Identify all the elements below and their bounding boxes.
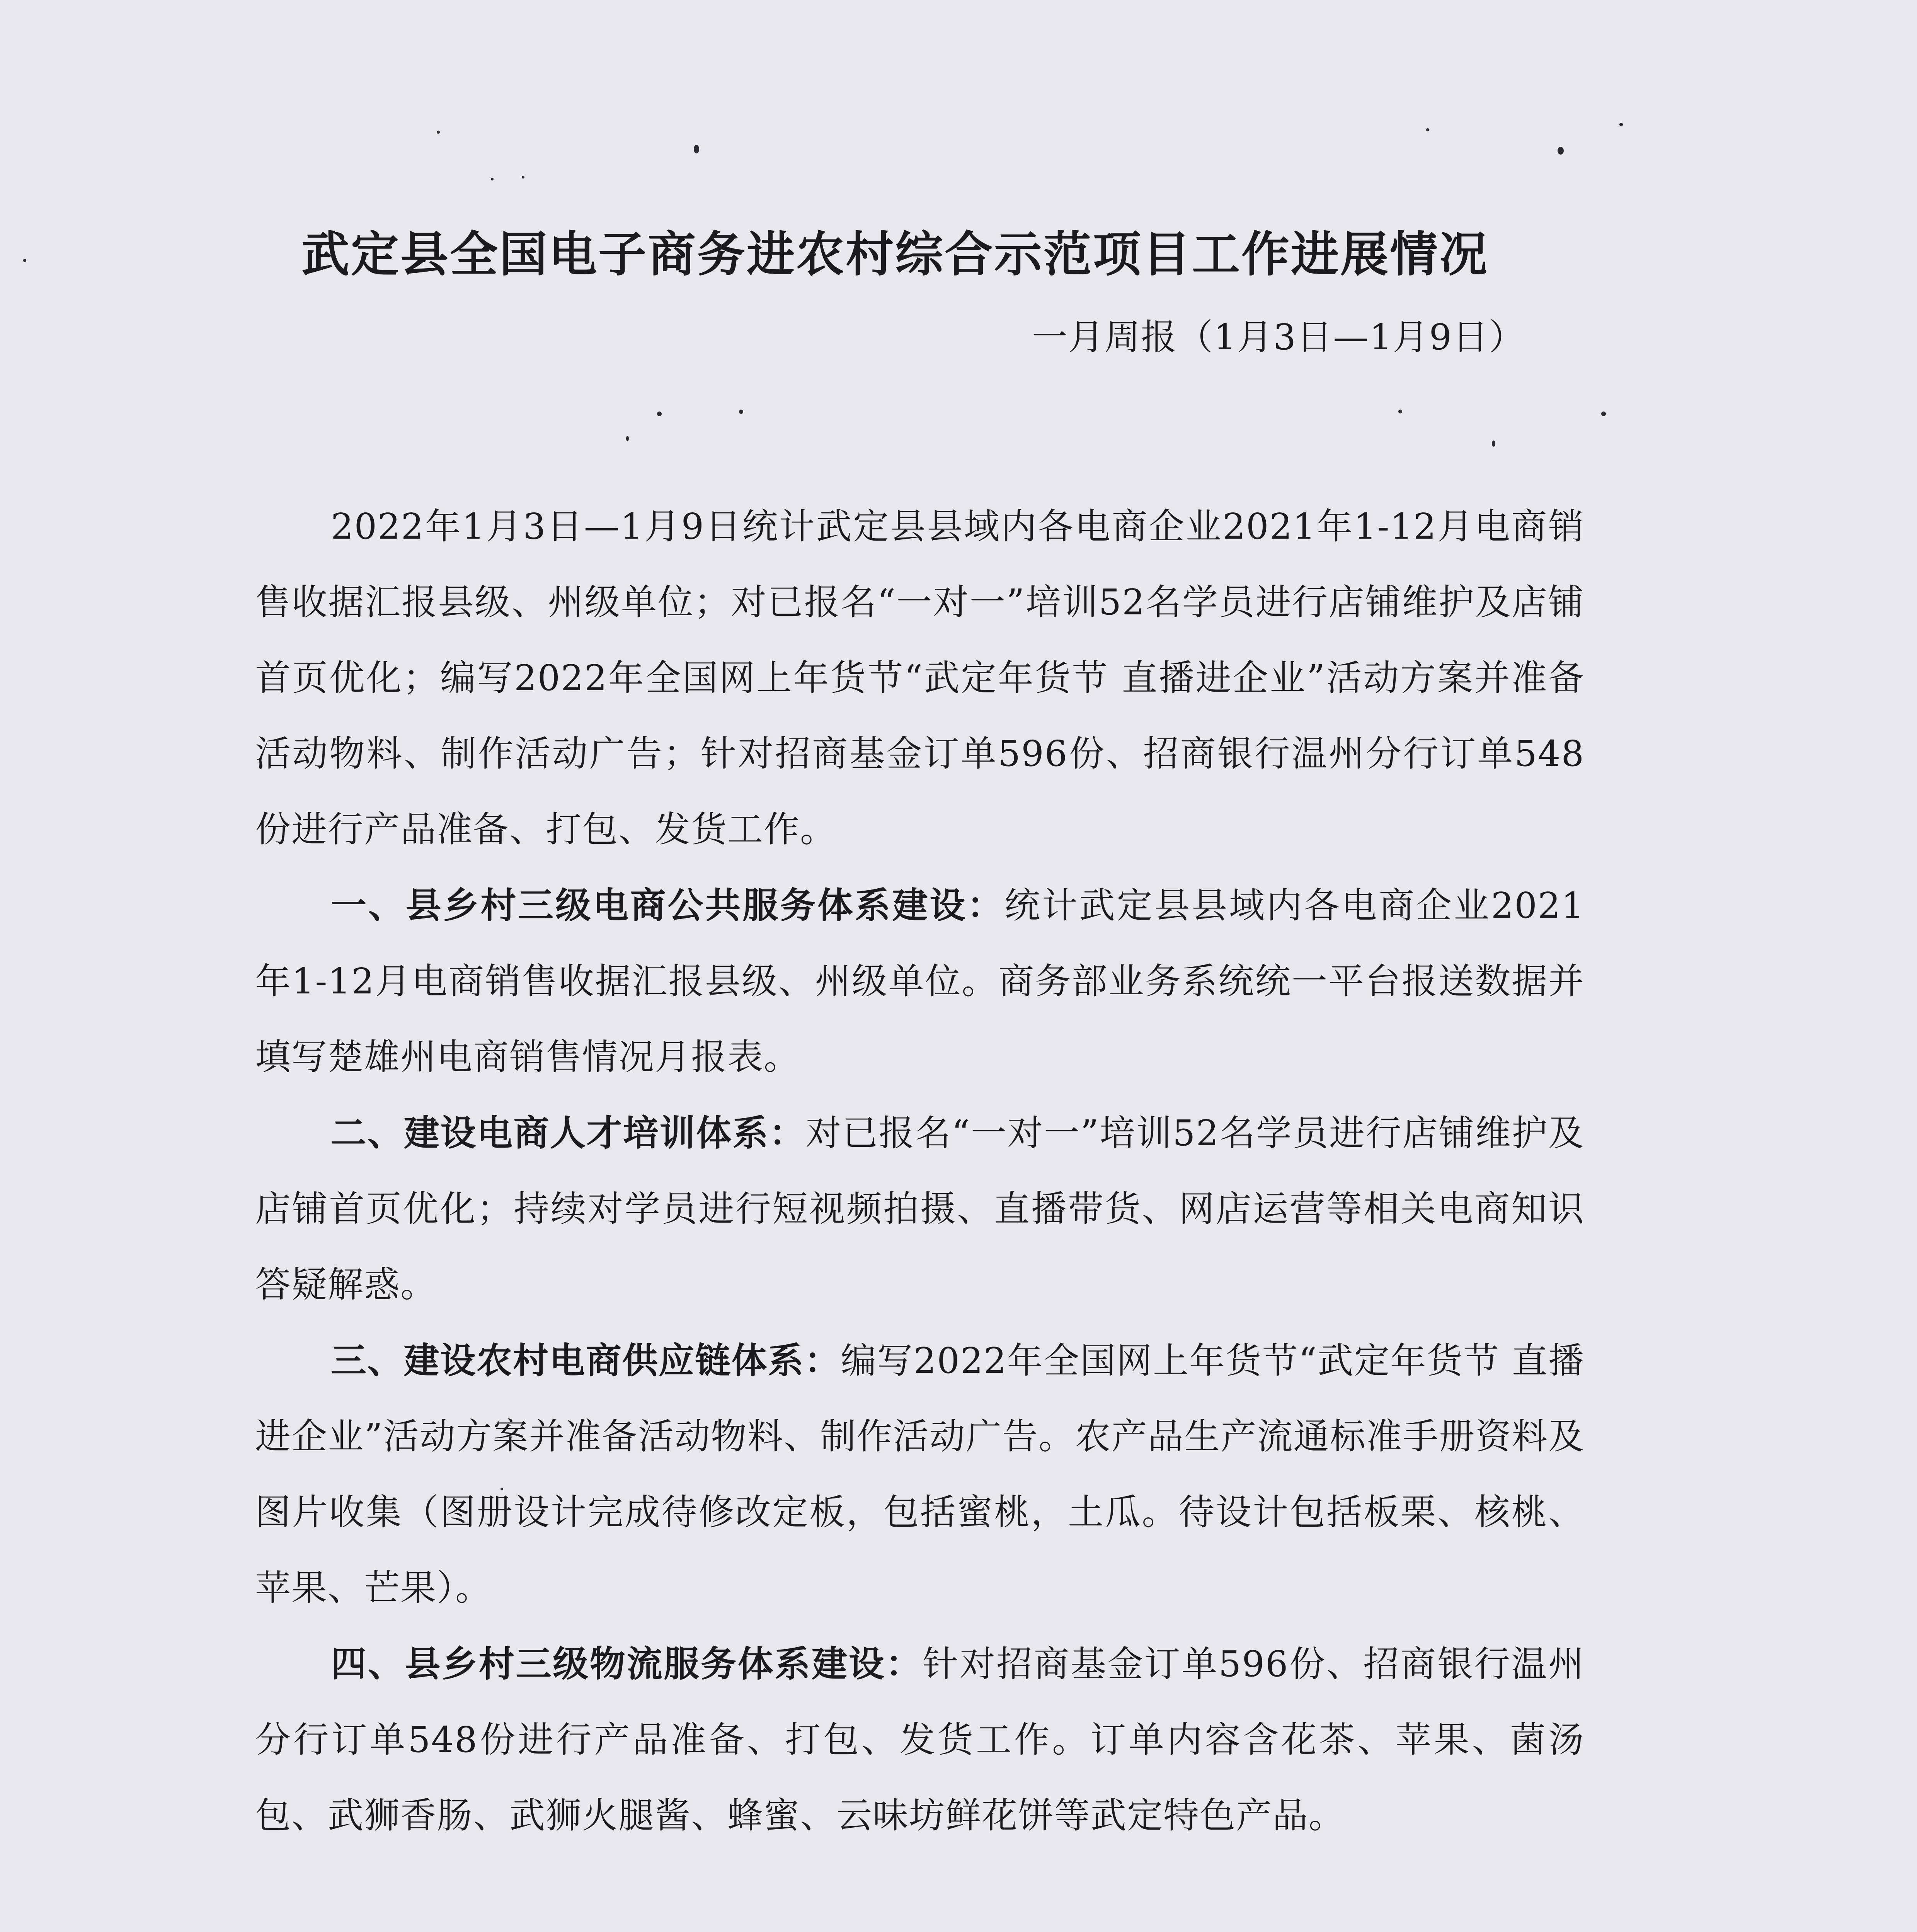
section-heading: 三、建设农村电商供应链体系：	[331, 1340, 841, 1381]
section-paragraph	[255, 1095, 1585, 1323]
section-paragraph	[255, 867, 1585, 1095]
section-paragraph	[255, 1323, 1585, 1626]
intro-paragraph: 2022年1月3日—1月9日统计武定县县域内各电商企业2021年1-12月电商销售收据汇报县级、州级单位；对已报名“一对一”培训52名学员进行店铺维护及店铺首页优化；编写2022年全国网上年货节“武定年货节 直播进企业”活动方案并准备活动物料、制作活动广告；针对招商基金订单596份、招商银行温州分行订单548份进行产品准备、打包、发货工作。	[255, 506, 1585, 850]
scan-speck	[739, 410, 743, 414]
section-paragraph	[255, 1626, 1585, 1854]
scan-speck	[23, 259, 26, 262]
scan-speck	[1426, 128, 1429, 131]
scan-speck	[1492, 440, 1495, 447]
scan-speck	[1398, 410, 1402, 413]
document-title: 武定县全国电子商务进农村综合示范项目工作进展情况	[301, 226, 1489, 282]
section-text: 编写2022年全国网上年货节“武定年货节 直播进企业”活动方案并准备活动物料、制作活动广告。农产品生产流通标准手册资料及图片收集（图册设计完成待修改定板，包括蜜桃，土瓜。待设计包括板栗、核桃、苹果、芒果）。	[255, 1340, 1585, 1609]
section-heading: 一、县乡村三级电商公共服务体系建设：	[331, 884, 1005, 926]
scan-speck	[626, 436, 629, 441]
scan-speck	[522, 176, 524, 179]
document-subtitle: 一月周报（1月3日—1月9日）	[1032, 316, 1525, 358]
section-heading: 四、县乡村三级物流服务体系建设：	[331, 1643, 923, 1685]
section-text: 统计武定县县域内各电商企业2021年1-12月电商销售收据汇报县级、州级单位。商务部业务系统统一平台报送数据并填写楚雄州电商销售情况月报表。	[255, 885, 1585, 1078]
scan-speck	[437, 131, 440, 134]
scan-speck	[491, 178, 494, 180]
scan-speck	[657, 412, 662, 416]
section-heading: 二、建设电商人才培训体系：	[331, 1112, 806, 1154]
document-body	[255, 489, 1585, 1932]
scan-speck	[1619, 123, 1623, 126]
section-text: 对已报名“一对一”培训52名学员进行店铺维护及店铺首页优化；持续对学员进行短视频拍摄、直播带货、网店运营等相关电商知识答疑解惑。	[255, 1112, 1585, 1305]
scan-speck	[1558, 147, 1564, 155]
blank-space	[255, 1854, 1585, 1932]
scan-speck	[694, 145, 699, 153]
scan-speck	[1601, 412, 1606, 416]
section-text: 针对招商基金订单596份、招商银行温州分行订单548份进行产品准备、打包、发货工作。订单内容含花茶、苹果、菌汤包、武狮香肠、武狮火腿酱、蜂蜜、云味坊鲜花饼等武定特色产品。	[255, 1643, 1585, 1836]
